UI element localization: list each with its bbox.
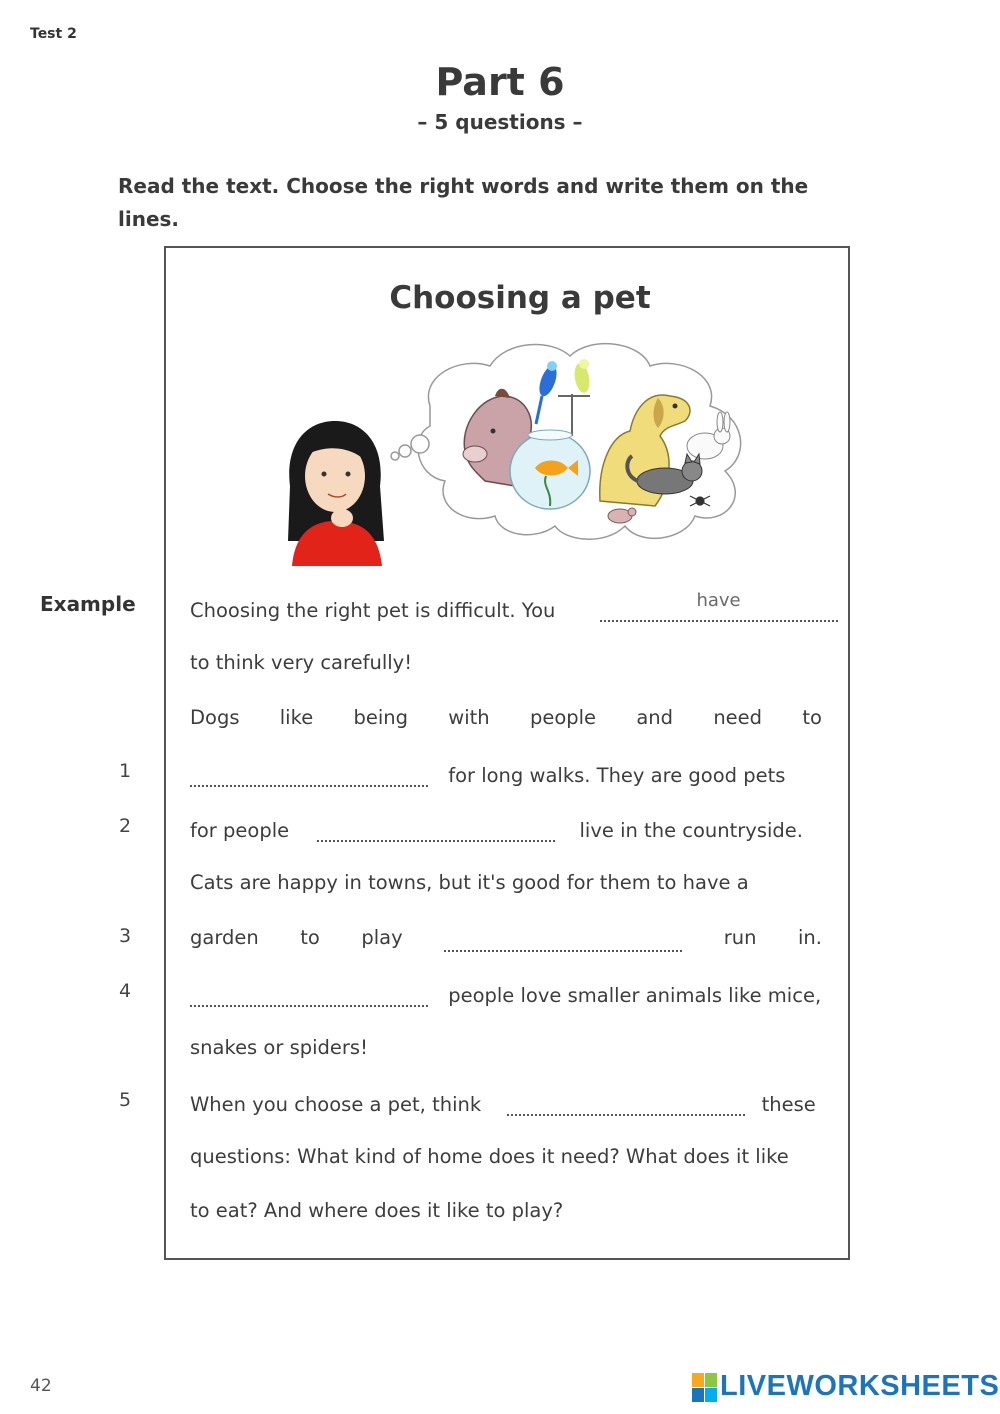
test-label: Test 2 (30, 26, 77, 42)
story-word: like (279, 706, 314, 729)
answer-gap-1[interactable] (190, 761, 428, 787)
story-word: with (448, 706, 490, 729)
story-text: live in the countryside. (579, 819, 803, 842)
example-answer-gap (600, 590, 838, 622)
story-word: being (353, 706, 409, 729)
story-line: to think very carefully! (190, 651, 413, 674)
liveworksheets-brand[interactable] (692, 1370, 999, 1403)
page-number: 42 (30, 1376, 52, 1396)
story-word: run (723, 926, 757, 949)
story-line-example (190, 590, 822, 622)
story-line-justified (190, 706, 822, 729)
story-line-q4 (190, 981, 822, 1007)
example-label: Example (40, 592, 136, 616)
story-word: Dogs (190, 706, 240, 729)
liveworksheets-logo-icon (692, 1373, 716, 1401)
story-text: Choosing the right pet is difficult. You (190, 599, 556, 622)
answer-gap-4[interactable] (190, 981, 428, 1007)
part-subtitle: – 5 questions – (417, 110, 583, 134)
story-word: need (713, 706, 763, 729)
answer-gap-5[interactable] (507, 1090, 745, 1116)
story-title: Choosing a pet (389, 280, 651, 316)
story-line: Cats are happy in towns, but it's good for them to have a (190, 871, 749, 894)
girl-icon (288, 421, 384, 566)
question-number: 4 (118, 980, 132, 1002)
part-title: Part 6 (435, 60, 565, 104)
story-text: When you choose a pet, think (190, 1093, 482, 1116)
question-number: 2 (118, 815, 132, 837)
story-line-q1 (190, 761, 822, 787)
question-number: 5 (118, 1089, 132, 1111)
question-number: 3 (118, 925, 132, 947)
story-word: garden (190, 926, 259, 949)
story-text: for long walks. They are good pets (448, 764, 786, 787)
answer-gap-2[interactable] (317, 816, 555, 842)
story-word: to (300, 926, 320, 949)
story-line-q3 (190, 926, 822, 952)
story-word: to (802, 706, 822, 729)
story-line: snakes or spiders! (190, 1036, 368, 1059)
story-line-q2 (190, 816, 822, 842)
question-number: 1 (118, 760, 132, 782)
story-text: for people (190, 819, 290, 842)
story-word: in. (797, 926, 822, 949)
story-text: these (761, 1093, 816, 1116)
story-word: people (529, 706, 597, 729)
story-line-q5 (190, 1090, 822, 1116)
instructions: Read the text. Choose the right words and write them on the lines. (118, 174, 809, 231)
story-word: and (636, 706, 674, 729)
pets-illustration (280, 336, 760, 566)
story-text: people love smaller animals like mice, (448, 984, 822, 1007)
story-word: play (361, 926, 403, 949)
example-answer: have (696, 590, 741, 611)
story-line: questions: What kind of home does it need? What does it like (190, 1145, 789, 1168)
brand-text: LIVEWORKSHEETS (720, 1370, 1000, 1402)
answer-gap-3[interactable] (444, 926, 682, 952)
story-line: to eat? And where does it like to play? (190, 1199, 564, 1222)
